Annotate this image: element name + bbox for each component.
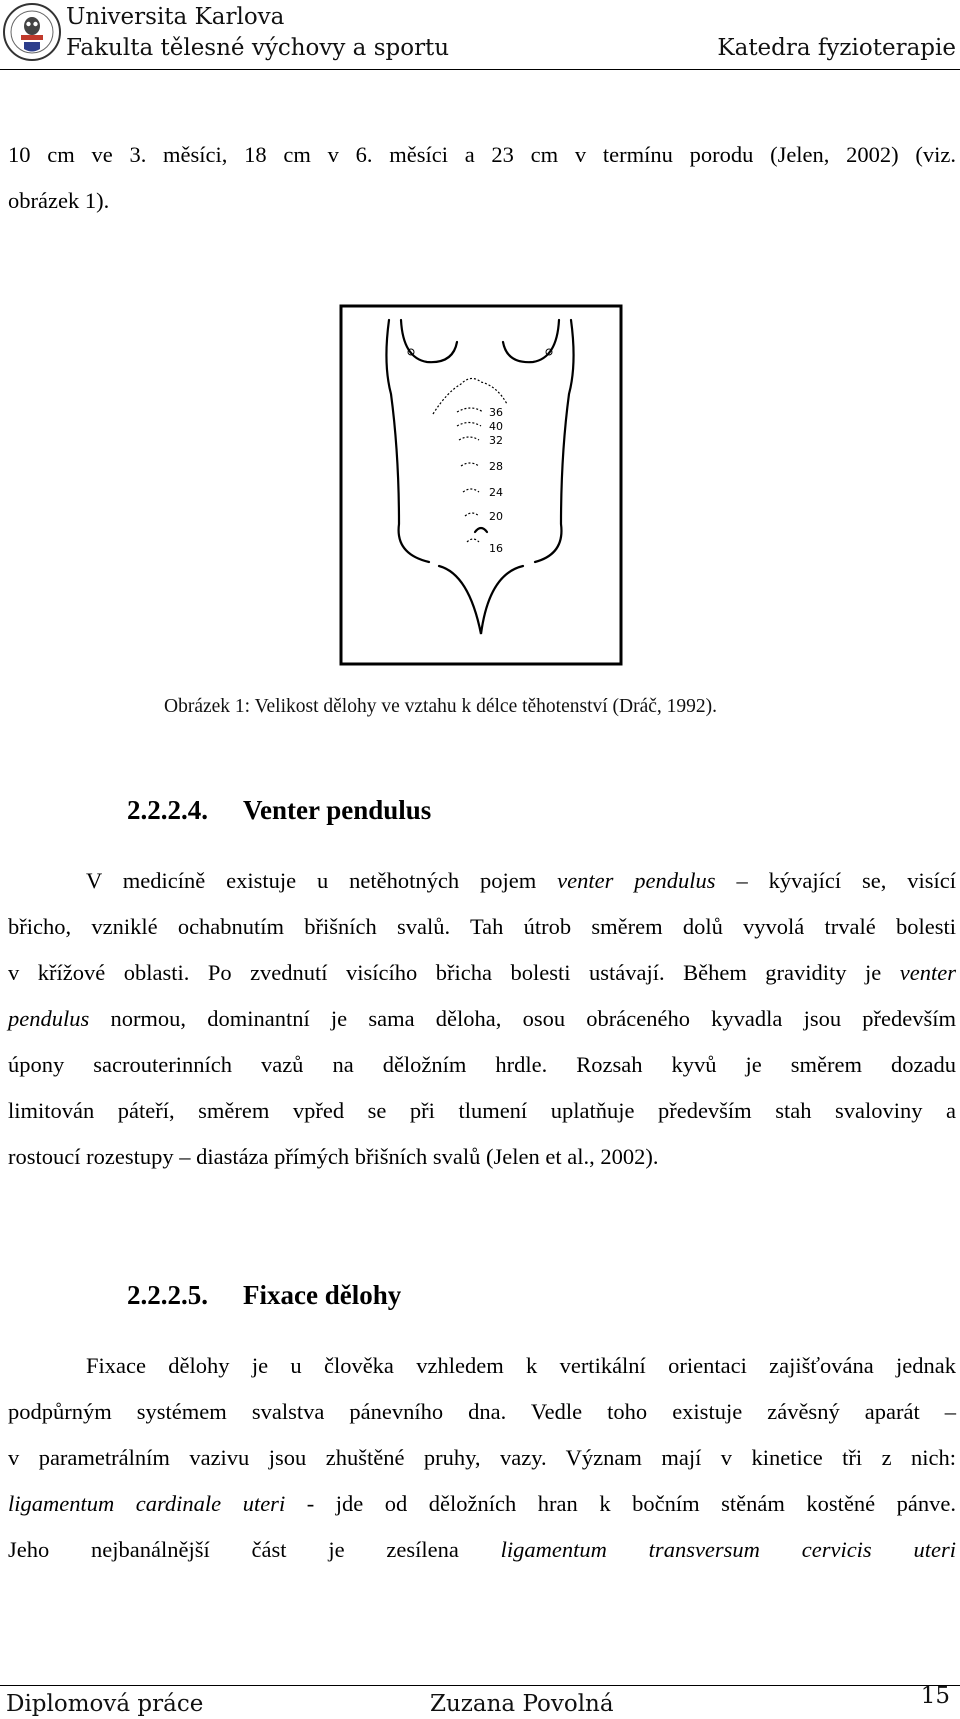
section-heading <box>127 1280 401 1311</box>
text-line <box>8 1435 956 1481</box>
text-line <box>8 1527 956 1573</box>
week-label: 40 <box>489 420 503 433</box>
university-seal-icon <box>2 2 62 62</box>
italic-term: venter <box>899 960 956 985</box>
text-span: - jde od děložních hran k bočním stěnám kostěné pánve. <box>285 1491 956 1516</box>
university-name: Universita Karlova <box>66 4 285 30</box>
text-span: Jeho nejbanálnější část je zesílena <box>8 1537 501 1562</box>
section-heading <box>127 795 431 826</box>
text-span: Fixace dělohy je u člověka vzhledem k vertikální orientaci zajišťována jednak <box>86 1353 956 1378</box>
faculty-name: Fakulta tělesné výchovy a sportu <box>66 35 450 61</box>
intro-line: 10 cm ve 3. měsíci, 18 cm v 6. měsíci a 23 cm v termínu porodu (Jelen, 2002) (viz. <box>8 142 956 167</box>
text-span: v parametrálním vazivu jsou zhuštěné pruhy, vazy. Význam mají v kinetice tři z nich: <box>8 1445 956 1470</box>
section-title: Fixace dělohy <box>243 1280 402 1310</box>
section2-paragraph <box>8 1343 956 1573</box>
section-number: 2.2.2.5. <box>127 1280 208 1310</box>
text-line <box>8 950 956 996</box>
footer-divider <box>0 1685 960 1686</box>
header-divider <box>0 69 960 70</box>
footer-author: Zuzana Povolná <box>430 1691 614 1717</box>
text-span: v křížové oblasti. Po zvednutí visícího břicha bolesti ustávají. Během gravidity je <box>8 960 900 985</box>
department-name: Katedra fyzioterapie <box>717 35 956 61</box>
section-title: Venter pendulus <box>243 795 432 825</box>
text-line <box>8 1343 956 1389</box>
text-line <box>8 1042 956 1088</box>
text-line <box>8 858 956 904</box>
text-span: úpony sacrouterinních vazů na děložním hrdle. Rozsah kyvů je směrem dozadu <box>8 1052 956 1077</box>
week-label: 28 <box>489 460 503 473</box>
text-span: normou, dominantní je sama děloha, osou obráceného kyvadla jsou především <box>89 1006 956 1031</box>
intro-paragraph <box>8 132 956 224</box>
university-logo <box>2 2 62 62</box>
text-span: limitován páteří, směrem vpřed se při tlumení uplatňuje především stah svaloviny a <box>8 1098 956 1123</box>
footer-thesis-type: Diplomová práce <box>6 1691 204 1717</box>
week-label: 32 <box>489 434 503 447</box>
uterus-size-figure <box>339 304 623 666</box>
italic-term: ligamentum transversum cervicis uteri <box>500 1537 956 1562</box>
intro-line: obrázek 1). <box>8 188 110 213</box>
text-line <box>8 1134 956 1180</box>
italic-term: ligamentum cardinale uteri <box>8 1491 286 1516</box>
pregnancy-uterus-diagram <box>339 304 623 666</box>
text-line <box>8 996 956 1042</box>
text-line <box>8 904 956 950</box>
text-line <box>8 1481 956 1527</box>
week-label: 36 <box>489 406 503 419</box>
text-line <box>8 1389 956 1435</box>
week-label: 24 <box>489 486 503 499</box>
text-span: břicho, vzniklé ochabnutím břišních svalů. Tah útrob směrem dolů vyvolá trvalé bolesti <box>8 914 956 939</box>
section1-paragraph <box>8 858 956 1180</box>
text-span: podpůrným systémem svalstva pánevního dna. Vedle toho existuje závěsný aparát – <box>8 1399 956 1424</box>
week-label: 20 <box>489 510 503 523</box>
text-span: V medicíně existuje u netěhotných pojem <box>86 868 558 893</box>
header-text <box>66 2 449 64</box>
page-number: 15 <box>920 1683 950 1709</box>
section-number: 2.2.2.4. <box>127 795 208 825</box>
italic-term: venter pendulus <box>557 868 716 893</box>
figure-caption: Obrázek 1: Velikost dělohy ve vztahu k délce těhotenství (Dráč, 1992). <box>164 696 718 717</box>
text-span: rostoucí rozestupy – diastáza přímých břišních svalů (Jelen et al., 2002). <box>8 1144 659 1169</box>
text-line <box>8 1088 956 1134</box>
italic-term: pendulus <box>8 1006 90 1031</box>
text-span: – kývající se, visící <box>715 868 957 893</box>
week-label: 16 <box>489 542 503 555</box>
